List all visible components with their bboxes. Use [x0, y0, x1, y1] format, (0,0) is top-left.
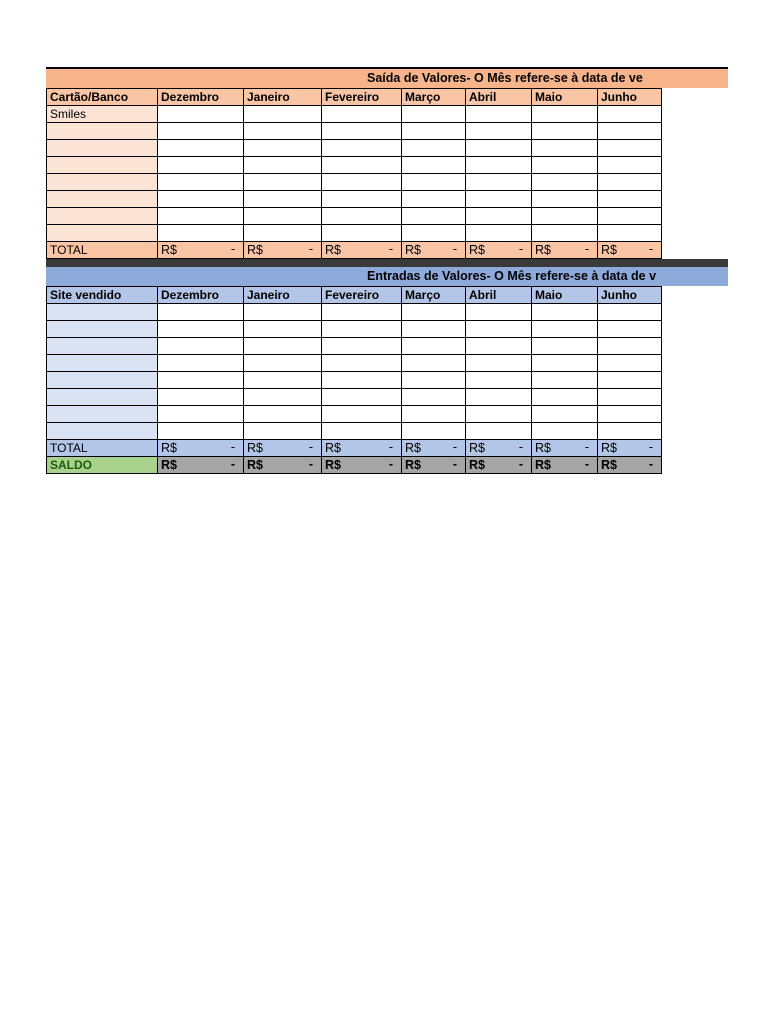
table-row: [47, 355, 662, 372]
expenses-cell[interactable]: [158, 191, 244, 208]
table-row: [47, 123, 662, 140]
income-cell[interactable]: [532, 406, 598, 423]
income-cell[interactable]: [158, 423, 244, 440]
zero-dash: -: [584, 440, 589, 454]
table-row: [47, 321, 662, 338]
currency-symbol: R$: [161, 243, 177, 257]
income-cell[interactable]: [532, 372, 598, 389]
currency-symbol: R$: [247, 243, 263, 257]
expenses-total-cell-3[interactable]: [322, 242, 402, 259]
expenses-cell[interactable]: [244, 225, 322, 242]
expenses-header-4: Março: [402, 89, 466, 106]
expenses-cell[interactable]: [598, 225, 662, 242]
income-cell[interactable]: [402, 321, 466, 338]
table-row: [47, 225, 662, 242]
income-cell[interactable]: [532, 423, 598, 440]
income-cell[interactable]: [244, 423, 322, 440]
income-cell[interactable]: [598, 338, 662, 355]
expenses-cell[interactable]: [532, 140, 598, 157]
income-cell[interactable]: [244, 338, 322, 355]
expenses-cell[interactable]: [402, 157, 466, 174]
expenses-title: Saída de Valores- O Mês refere-se à data de ve: [367, 71, 643, 85]
income-cell[interactable]: [158, 304, 244, 321]
currency-symbol: R$: [325, 458, 341, 472]
expenses-cell[interactable]: [402, 123, 466, 140]
expenses-cell[interactable]: [158, 157, 244, 174]
income-total-row: [47, 440, 662, 457]
expenses-cell[interactable]: [244, 140, 322, 157]
income-cell[interactable]: [466, 321, 532, 338]
table-row: [47, 338, 662, 355]
expenses-cell[interactable]: [244, 191, 322, 208]
expenses-cell[interactable]: [322, 140, 402, 157]
zero-dash: -: [518, 242, 523, 256]
expenses-cell[interactable]: [402, 191, 466, 208]
expenses-total-cell-1[interactable]: [158, 242, 244, 259]
income-header-0: Site vendido: [47, 287, 158, 304]
income-row-label[interactable]: [47, 355, 158, 372]
expenses-total-cell-2[interactable]: [244, 242, 322, 259]
zero-dash: -: [230, 242, 235, 256]
expenses-row-label[interactable]: [47, 140, 158, 157]
expenses-cell[interactable]: [322, 157, 402, 174]
expenses-row-label[interactable]: [47, 123, 158, 140]
income-header-5: Abril: [466, 287, 532, 304]
expenses-cell[interactable]: [466, 191, 532, 208]
income-header-3: Fevereiro: [322, 287, 402, 304]
expenses-row-label[interactable]: Smiles: [47, 106, 158, 123]
currency-symbol: R$: [161, 441, 177, 455]
expenses-total-cell-7[interactable]: [598, 242, 662, 259]
expenses-cell[interactable]: [158, 208, 244, 225]
expenses-cell[interactable]: [244, 208, 322, 225]
expenses-cell[interactable]: [532, 208, 598, 225]
income-total-cell-7[interactable]: [598, 440, 662, 457]
income-header-2: Janeiro: [244, 287, 322, 304]
zero-dash: -: [452, 457, 457, 471]
zero-dash: -: [308, 440, 313, 454]
income-total-cell-2[interactable]: [244, 440, 322, 457]
currency-symbol: R$: [405, 243, 421, 257]
expenses-cell[interactable]: [158, 106, 244, 123]
income-cell[interactable]: [598, 423, 662, 440]
expenses-cell[interactable]: [466, 106, 532, 123]
income-row-label[interactable]: [47, 338, 158, 355]
income-header-4: Março: [402, 287, 466, 304]
table-row: [47, 140, 662, 157]
expenses-cell[interactable]: [532, 123, 598, 140]
income-cell[interactable]: [598, 321, 662, 338]
expenses-cell[interactable]: [322, 106, 402, 123]
zero-dash: -: [388, 440, 393, 454]
zero-dash: -: [230, 440, 235, 454]
currency-symbol: R$: [247, 458, 263, 472]
income-total-cell-3[interactable]: [322, 440, 402, 457]
currency-symbol: R$: [535, 243, 551, 257]
zero-dash: -: [518, 440, 523, 454]
expenses-cell[interactable]: [466, 123, 532, 140]
zero-dash: -: [308, 242, 313, 256]
income-row-label[interactable]: [47, 321, 158, 338]
saldo-cell-6[interactable]: [532, 457, 598, 474]
income-table: [46, 286, 662, 474]
income-cell[interactable]: [244, 321, 322, 338]
expenses-cell[interactable]: [322, 123, 402, 140]
expenses-cell[interactable]: [466, 174, 532, 191]
income-cell[interactable]: [402, 389, 466, 406]
expenses-cell[interactable]: [244, 106, 322, 123]
expenses-cell[interactable]: [402, 174, 466, 191]
income-total-cell-6[interactable]: [532, 440, 598, 457]
zero-dash: -: [584, 457, 589, 471]
expenses-cell[interactable]: [466, 140, 532, 157]
income-cell[interactable]: [322, 372, 402, 389]
expenses-row-label[interactable]: [47, 225, 158, 242]
expenses-row-label[interactable]: [47, 174, 158, 191]
expenses-header-2: Janeiro: [244, 89, 322, 106]
currency-symbol: R$: [405, 458, 421, 472]
income-cell[interactable]: [466, 423, 532, 440]
table-row: [47, 372, 662, 389]
income-cell[interactable]: [322, 321, 402, 338]
income-header-7: Junho: [598, 287, 662, 304]
table-row: [47, 304, 662, 321]
income-cell[interactable]: [244, 389, 322, 406]
income-total-cell-1[interactable]: [158, 440, 244, 457]
saldo-label: SALDO: [47, 457, 158, 474]
income-cell[interactable]: [158, 321, 244, 338]
expenses-cell[interactable]: [158, 123, 244, 140]
expenses-cell[interactable]: [598, 123, 662, 140]
income-cell[interactable]: [466, 406, 532, 423]
expenses-cell[interactable]: [598, 157, 662, 174]
zero-dash: -: [388, 457, 393, 471]
income-cell[interactable]: [598, 355, 662, 372]
expenses-cell[interactable]: [598, 106, 662, 123]
saldo-cell-1[interactable]: [158, 457, 244, 474]
income-cell[interactable]: [158, 389, 244, 406]
zero-dash: -: [648, 440, 653, 454]
zero-dash: -: [584, 242, 589, 256]
expenses-row-label[interactable]: [47, 191, 158, 208]
expenses-cell[interactable]: [466, 208, 532, 225]
section-divider: [46, 259, 728, 267]
expenses-cell[interactable]: [322, 191, 402, 208]
expenses-cell[interactable]: [158, 225, 244, 242]
currency-symbol: R$: [601, 458, 617, 472]
expenses-cell[interactable]: [598, 191, 662, 208]
table-row: [47, 208, 662, 225]
expenses-cell[interactable]: [158, 174, 244, 191]
zero-dash: -: [648, 457, 653, 471]
table-row: [47, 191, 662, 208]
expenses-cell[interactable]: [158, 140, 244, 157]
income-cell[interactable]: [532, 389, 598, 406]
table-row: [47, 157, 662, 174]
currency-symbol: R$: [601, 243, 617, 257]
saldo-cell-3[interactable]: [322, 457, 402, 474]
income-cell[interactable]: [158, 355, 244, 372]
expenses-cell[interactable]: [466, 157, 532, 174]
expenses-total-label: TOTAL: [47, 242, 158, 259]
currency-symbol: R$: [469, 458, 485, 472]
income-total-cell-4[interactable]: [402, 440, 466, 457]
currency-symbol: R$: [325, 441, 341, 455]
saldo-cell-5[interactable]: [466, 457, 532, 474]
currency-symbol: R$: [535, 441, 551, 455]
expenses-cell[interactable]: [532, 106, 598, 123]
income-cell[interactable]: [402, 355, 466, 372]
expenses-cell[interactable]: [244, 123, 322, 140]
saldo-cell-2[interactable]: [244, 457, 322, 474]
expenses-cell[interactable]: [244, 174, 322, 191]
zero-dash: -: [518, 457, 523, 471]
income-cell[interactable]: [402, 304, 466, 321]
income-cell[interactable]: [598, 304, 662, 321]
income-row-label[interactable]: [47, 304, 158, 321]
income-cell[interactable]: [244, 372, 322, 389]
income-cell[interactable]: [466, 338, 532, 355]
expenses-cell[interactable]: [402, 225, 466, 242]
currency-symbol: R$: [469, 441, 485, 455]
expenses-cell[interactable]: [402, 106, 466, 123]
income-cell[interactable]: [244, 406, 322, 423]
income-cell[interactable]: [532, 321, 598, 338]
income-cell[interactable]: [322, 406, 402, 423]
income-cell[interactable]: [322, 423, 402, 440]
income-title-bar: [46, 267, 728, 286]
income-cell[interactable]: [466, 304, 532, 321]
zero-dash: -: [308, 457, 313, 471]
income-cell[interactable]: [466, 372, 532, 389]
zero-dash: -: [648, 242, 653, 256]
income-row-label[interactable]: [47, 372, 158, 389]
expenses-header-0: Cartão/Banco: [47, 89, 158, 106]
income-cell[interactable]: [402, 423, 466, 440]
income-cell[interactable]: [158, 372, 244, 389]
expenses-cell[interactable]: [532, 191, 598, 208]
saldo-row: [47, 457, 662, 474]
income-row-label[interactable]: [47, 423, 158, 440]
expenses-table: [46, 88, 662, 259]
expenses-cell[interactable]: [322, 208, 402, 225]
income-cell[interactable]: [158, 338, 244, 355]
expenses-header-6: Maio: [532, 89, 598, 106]
income-cell[interactable]: [244, 355, 322, 372]
income-cell[interactable]: [466, 389, 532, 406]
income-row-label[interactable]: [47, 406, 158, 423]
currency-symbol: R$: [405, 441, 421, 455]
expenses-header-5: Abril: [466, 89, 532, 106]
income-cell[interactable]: [244, 304, 322, 321]
income-cell[interactable]: [158, 406, 244, 423]
zero-dash: -: [452, 440, 457, 454]
currency-symbol: R$: [161, 458, 177, 472]
currency-symbol: R$: [601, 441, 617, 455]
income-cell[interactable]: [598, 406, 662, 423]
expenses-title-bar: [46, 69, 728, 88]
expenses-row-label[interactable]: [47, 208, 158, 225]
income-cell[interactable]: [532, 304, 598, 321]
expenses-cell[interactable]: [532, 225, 598, 242]
income-cell[interactable]: [532, 355, 598, 372]
zero-dash: -: [230, 457, 235, 471]
table-row: [47, 423, 662, 440]
saldo-cell-7[interactable]: [598, 457, 662, 474]
income-header-6: Maio: [532, 287, 598, 304]
income-cell[interactable]: [322, 338, 402, 355]
expenses-cell[interactable]: [322, 174, 402, 191]
spreadsheet: [46, 67, 728, 474]
currency-symbol: R$: [325, 243, 341, 257]
income-row-label[interactable]: [47, 389, 158, 406]
expenses-cell[interactable]: [402, 208, 466, 225]
income-section: [46, 267, 728, 474]
income-cell[interactable]: [598, 389, 662, 406]
table-row: [47, 406, 662, 423]
expenses-cell[interactable]: [532, 157, 598, 174]
income-cell[interactable]: [466, 355, 532, 372]
zero-dash: -: [452, 242, 457, 256]
income-cell[interactable]: [402, 372, 466, 389]
income-cell[interactable]: [598, 372, 662, 389]
expenses-cell[interactable]: [244, 157, 322, 174]
income-header-1: Dezembro: [158, 287, 244, 304]
expenses-cell[interactable]: [466, 225, 532, 242]
expenses-cell[interactable]: [598, 174, 662, 191]
zero-dash: -: [388, 242, 393, 256]
income-cell[interactable]: [402, 338, 466, 355]
currency-symbol: R$: [247, 441, 263, 455]
income-cell[interactable]: [402, 406, 466, 423]
table-row: [47, 389, 662, 406]
expenses-header-7: Junho: [598, 89, 662, 106]
income-total-label: TOTAL: [47, 440, 158, 457]
currency-symbol: R$: [535, 458, 551, 472]
table-row: [47, 106, 662, 123]
table-row: [47, 174, 662, 191]
currency-symbol: R$: [469, 243, 485, 257]
expenses-row-label[interactable]: [47, 157, 158, 174]
saldo-cell-4[interactable]: [402, 457, 466, 474]
expenses-cell[interactable]: [532, 174, 598, 191]
income-total-cell-5[interactable]: [466, 440, 532, 457]
expenses-total-cell-5[interactable]: [466, 242, 532, 259]
income-cell[interactable]: [322, 304, 402, 321]
expenses-cell[interactable]: [402, 140, 466, 157]
expenses-header-3: Fevereiro: [322, 89, 402, 106]
income-title: Entradas de Valores- O Mês refere-se à data de v: [367, 269, 657, 283]
expenses-total-cell-6[interactable]: [532, 242, 598, 259]
income-header-row: [47, 287, 662, 304]
income-cell[interactable]: [532, 338, 598, 355]
expenses-section: [46, 69, 728, 259]
income-cell[interactable]: [322, 389, 402, 406]
expenses-header-row: [47, 89, 662, 106]
expenses-cell[interactable]: [322, 225, 402, 242]
expenses-total-row: [47, 242, 662, 259]
expenses-cell[interactable]: [598, 208, 662, 225]
expenses-header-1: Dezembro: [158, 89, 244, 106]
expenses-total-cell-4[interactable]: [402, 242, 466, 259]
income-cell[interactable]: [322, 355, 402, 372]
expenses-cell[interactable]: [598, 140, 662, 157]
